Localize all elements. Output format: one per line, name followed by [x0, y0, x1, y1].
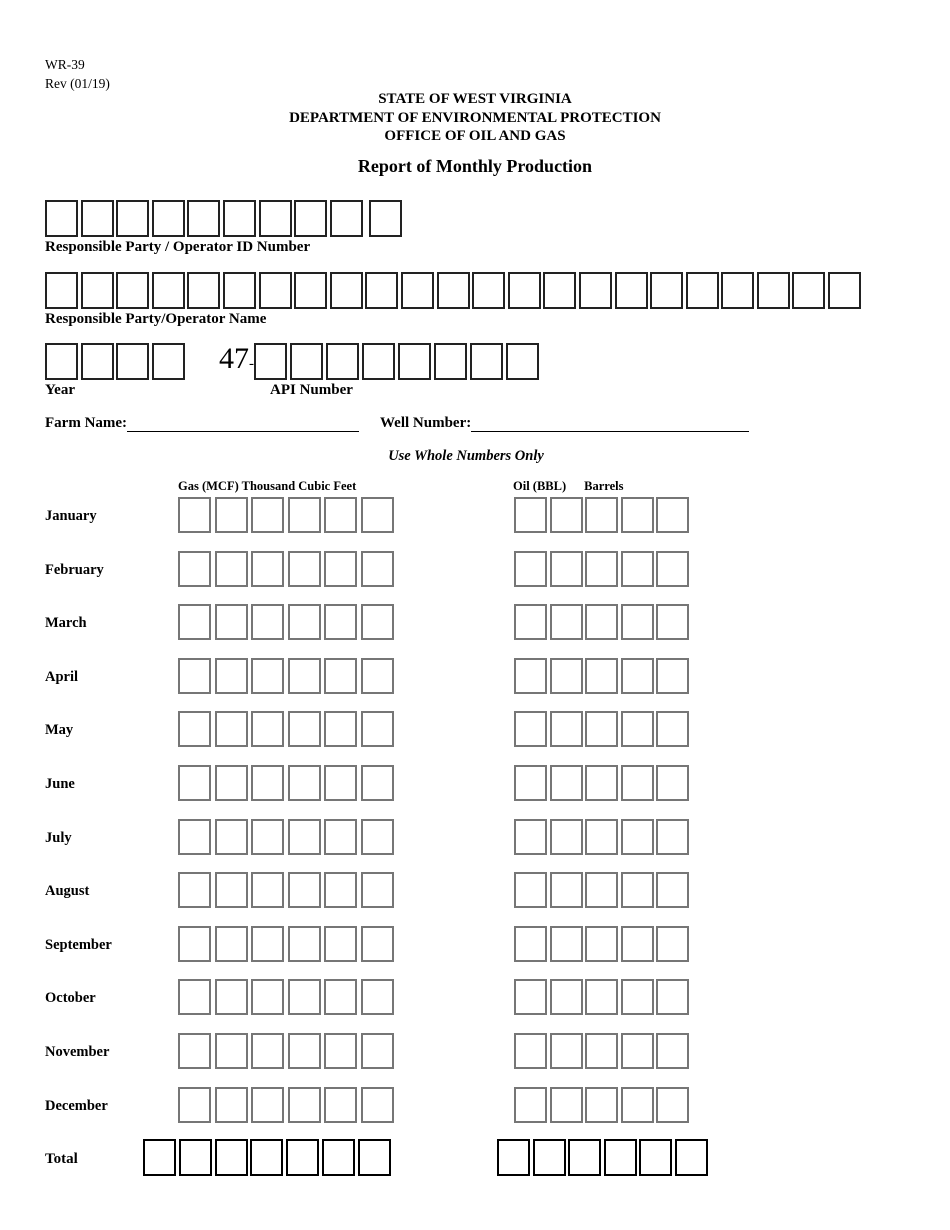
production-row-january — [0, 497, 950, 534]
month-label: February — [45, 562, 104, 578]
total-oil-box[interactable] — [639, 1139, 672, 1176]
gas-entry-box[interactable] — [215, 711, 248, 747]
operator-id-box[interactable] — [369, 200, 402, 237]
gas-entry-box[interactable] — [178, 604, 211, 640]
gas-entry-box[interactable] — [178, 551, 211, 587]
farm-name-label: Farm Name: — [45, 415, 128, 431]
oil-entry-boxes — [514, 658, 689, 694]
agency-line-office: OFFICE OF OIL AND GAS — [384, 128, 566, 144]
oil-entry-box[interactable] — [585, 1087, 618, 1123]
operator-name-box[interactable] — [330, 272, 363, 309]
gas-entry-box[interactable] — [178, 1087, 211, 1123]
operator-name-box[interactable] — [792, 272, 825, 309]
oil-entry-box[interactable] — [550, 765, 583, 801]
operator-name-box[interactable] — [294, 272, 327, 309]
month-label: June — [45, 776, 75, 792]
operator-id-box[interactable] — [187, 200, 220, 237]
oil-entry-box[interactable] — [585, 604, 618, 640]
oil-entry-box[interactable] — [550, 658, 583, 694]
oil-entry-box[interactable] — [550, 872, 583, 908]
operator-id-box[interactable] — [330, 200, 363, 237]
well-number-field — [380, 415, 749, 432]
month-label: September — [45, 937, 112, 953]
gas-column-header: Gas (MCF) Thousand Cubic Feet — [178, 479, 357, 493]
api-number-box[interactable] — [470, 343, 503, 380]
oil-entry-box[interactable] — [656, 765, 689, 801]
year-box[interactable] — [45, 343, 78, 380]
gas-entry-box[interactable] — [251, 872, 284, 908]
production-row-august — [0, 872, 950, 909]
gas-entry-box[interactable] — [215, 1033, 248, 1069]
gas-entry-box[interactable] — [251, 819, 284, 855]
production-row-october — [0, 979, 950, 1016]
gas-entry-box[interactable] — [288, 604, 321, 640]
oil-entry-box[interactable] — [550, 1033, 583, 1069]
gas-entry-box[interactable] — [251, 926, 284, 962]
oil-entry-box[interactable] — [656, 1033, 689, 1069]
oil-entry-box[interactable] — [550, 819, 583, 855]
oil-entry-box[interactable] — [585, 711, 618, 747]
oil-entry-box[interactable] — [585, 658, 618, 694]
gas-entry-box[interactable] — [324, 497, 357, 533]
gas-entry-box[interactable] — [361, 765, 394, 801]
oil-column-header-name: Barrels — [584, 479, 624, 493]
gas-entry-box[interactable] — [324, 819, 357, 855]
gas-entry-box[interactable] — [178, 497, 211, 533]
operator-name-box[interactable] — [365, 272, 398, 309]
api-number-box[interactable] — [254, 343, 287, 380]
gas-entry-box[interactable] — [361, 1033, 394, 1069]
gas-entry-box[interactable] — [215, 819, 248, 855]
gas-entry-box[interactable] — [215, 765, 248, 801]
gas-entry-box[interactable] — [178, 711, 211, 747]
gas-entry-box[interactable] — [215, 551, 248, 587]
operator-name-box[interactable] — [543, 272, 576, 309]
oil-entry-boxes — [514, 926, 689, 962]
api-prefix-digits: 47 — [219, 342, 249, 375]
gas-entry-box[interactable] — [215, 604, 248, 640]
form-number: WR-39 — [45, 57, 85, 72]
operator-name-box[interactable] — [187, 272, 220, 309]
gas-entry-boxes — [178, 819, 394, 855]
gas-entry-box[interactable] — [251, 979, 284, 1015]
gas-entry-box[interactable] — [251, 1033, 284, 1069]
gas-entry-box[interactable] — [361, 658, 394, 694]
oil-entry-box[interactable] — [585, 926, 618, 962]
total-oil-entry-boxes — [497, 1139, 708, 1176]
production-row-march — [0, 604, 950, 641]
operator-name-label: Responsible Party/Operator Name — [45, 311, 267, 327]
api-number-box[interactable] — [290, 343, 323, 380]
gas-entry-boxes — [178, 658, 394, 694]
operator-name-box[interactable] — [615, 272, 648, 309]
gas-entry-boxes — [178, 926, 394, 962]
form-revision: Rev (01/19) — [45, 76, 110, 91]
gas-entry-box[interactable] — [288, 1087, 321, 1123]
operator-id-box[interactable] — [116, 200, 149, 237]
oil-entry-box[interactable] — [514, 765, 547, 801]
gas-entry-box[interactable] — [288, 1033, 321, 1069]
gas-entry-box[interactable] — [178, 819, 211, 855]
oil-entry-box[interactable] — [656, 926, 689, 962]
gas-entry-box[interactable] — [324, 711, 357, 747]
total-gas-box[interactable] — [179, 1139, 212, 1176]
gas-entry-boxes — [178, 765, 394, 801]
year-box[interactable] — [116, 343, 149, 380]
farm-name-input[interactable] — [127, 416, 359, 432]
oil-entry-boxes — [514, 765, 689, 801]
oil-entry-boxes — [514, 1033, 689, 1069]
oil-entry-box[interactable] — [656, 819, 689, 855]
gas-entry-box[interactable] — [361, 604, 394, 640]
month-label: March — [45, 615, 87, 631]
gas-entry-box[interactable] — [178, 765, 211, 801]
oil-entry-box[interactable] — [656, 979, 689, 1015]
month-label: December — [45, 1098, 108, 1114]
oil-entry-box[interactable] — [585, 551, 618, 587]
gas-entry-box[interactable] — [251, 1087, 284, 1123]
total-gas-box[interactable] — [250, 1139, 283, 1176]
oil-entry-box[interactable] — [621, 765, 654, 801]
gas-entry-boxes — [178, 604, 394, 640]
gas-entry-boxes — [178, 551, 394, 587]
oil-entry-box[interactable] — [550, 604, 583, 640]
oil-entry-box[interactable] — [621, 658, 654, 694]
total-gas-box[interactable] — [322, 1139, 355, 1176]
oil-entry-box[interactable] — [514, 872, 547, 908]
operator-id-label: Responsible Party / Operator ID Number — [45, 239, 311, 255]
total-gas-entry-boxes — [143, 1139, 391, 1176]
production-row-total — [0, 1139, 950, 1176]
oil-entry-box[interactable] — [656, 658, 689, 694]
production-row-july — [0, 819, 950, 856]
gas-entry-box[interactable] — [324, 872, 357, 908]
gas-entry-box[interactable] — [215, 872, 248, 908]
total-oil-box[interactable] — [497, 1139, 530, 1176]
api-number-boxes — [254, 343, 539, 380]
api-prefix-hyphen: - — [249, 356, 254, 372]
oil-entry-boxes — [514, 819, 689, 855]
oil-entry-box[interactable] — [514, 819, 547, 855]
oil-entry-boxes — [514, 604, 689, 640]
oil-entry-box[interactable] — [550, 1087, 583, 1123]
gas-entry-box[interactable] — [288, 765, 321, 801]
production-row-december — [0, 1087, 950, 1124]
oil-entry-box[interactable] — [621, 979, 654, 1015]
operator-id-boxes — [45, 200, 402, 237]
year-label: Year — [45, 382, 75, 398]
gas-entry-box[interactable] — [288, 926, 321, 962]
oil-entry-box[interactable] — [621, 497, 654, 533]
gas-entry-box[interactable] — [361, 551, 394, 587]
gas-entry-box[interactable] — [361, 711, 394, 747]
oil-entry-box[interactable] — [585, 1033, 618, 1069]
total-gas-box[interactable] — [215, 1139, 248, 1176]
operator-name-box[interactable] — [116, 272, 149, 309]
oil-entry-box[interactable] — [585, 765, 618, 801]
gas-entry-box[interactable] — [324, 765, 357, 801]
oil-entry-box[interactable] — [585, 497, 618, 533]
oil-entry-box[interactable] — [514, 1087, 547, 1123]
total-label: Total — [45, 1151, 78, 1167]
oil-entry-box[interactable] — [656, 497, 689, 533]
oil-entry-boxes — [514, 1087, 689, 1123]
gas-entry-box[interactable] — [251, 497, 284, 533]
gas-entry-box[interactable] — [251, 765, 284, 801]
gas-entry-box[interactable] — [288, 658, 321, 694]
oil-entry-box[interactable] — [550, 979, 583, 1015]
production-row-february — [0, 551, 950, 588]
operator-name-box[interactable] — [223, 272, 256, 309]
oil-entry-boxes — [514, 497, 689, 533]
gas-entry-box[interactable] — [288, 819, 321, 855]
total-oil-box[interactable] — [675, 1139, 708, 1176]
oil-entry-box[interactable] — [514, 658, 547, 694]
total-gas-box[interactable] — [358, 1139, 391, 1176]
total-oil-box[interactable] — [533, 1139, 566, 1176]
month-label: January — [45, 508, 97, 524]
well-number-input[interactable] — [471, 416, 749, 432]
oil-entry-box[interactable] — [656, 604, 689, 640]
month-label: October — [45, 990, 96, 1006]
total-oil-box[interactable] — [604, 1139, 637, 1176]
oil-entry-boxes — [514, 711, 689, 747]
form-identifier — [45, 55, 110, 93]
gas-entry-box[interactable] — [361, 979, 394, 1015]
instruction-note: Use Whole Numbers Only — [388, 448, 544, 464]
production-row-september — [0, 926, 950, 963]
gas-entry-box[interactable] — [178, 979, 211, 1015]
operator-id-box[interactable] — [223, 200, 256, 237]
farm-name-field — [45, 415, 359, 432]
gas-entry-box[interactable] — [251, 711, 284, 747]
gas-entry-box[interactable] — [178, 872, 211, 908]
gas-entry-boxes — [178, 979, 394, 1015]
operator-name-boxes — [45, 272, 861, 309]
production-row-june — [0, 765, 950, 802]
oil-entry-box[interactable] — [514, 979, 547, 1015]
gas-entry-box[interactable] — [324, 1087, 357, 1123]
month-label: November — [45, 1044, 110, 1060]
total-gas-box[interactable] — [143, 1139, 176, 1176]
operator-name-box[interactable] — [152, 272, 185, 309]
operator-name-box[interactable] — [45, 272, 78, 309]
production-row-april — [0, 658, 950, 695]
gas-entry-box[interactable] — [361, 1087, 394, 1123]
oil-entry-box[interactable] — [514, 497, 547, 533]
form-title: Report of Monthly Production — [357, 156, 593, 176]
gas-entry-boxes — [178, 711, 394, 747]
oil-entry-boxes — [514, 872, 689, 908]
gas-entry-box[interactable] — [324, 1033, 357, 1069]
total-gas-box[interactable] — [286, 1139, 319, 1176]
oil-entry-box[interactable] — [514, 711, 547, 747]
operator-name-box[interactable] — [650, 272, 683, 309]
gas-entry-box[interactable] — [215, 497, 248, 533]
operator-id-box[interactable] — [259, 200, 292, 237]
agency-line-state: STATE OF WEST VIRGINIA — [378, 91, 572, 107]
oil-entry-box[interactable] — [550, 926, 583, 962]
operator-id-box[interactable] — [45, 200, 78, 237]
gas-entry-box[interactable] — [251, 658, 284, 694]
operator-name-box[interactable] — [81, 272, 114, 309]
year-box[interactable] — [81, 343, 114, 380]
operator-name-box[interactable] — [828, 272, 861, 309]
oil-entry-box[interactable] — [621, 551, 654, 587]
gas-entry-box[interactable] — [288, 711, 321, 747]
year-box[interactable] — [152, 343, 185, 380]
api-number-label: API Number — [270, 382, 353, 398]
operator-name-box[interactable] — [401, 272, 434, 309]
api-number-box[interactable] — [362, 343, 395, 380]
api-state-prefix — [219, 342, 254, 376]
operator-name-box[interactable] — [508, 272, 541, 309]
oil-entry-box[interactable] — [514, 604, 547, 640]
gas-entry-box[interactable] — [324, 551, 357, 587]
oil-column-header — [513, 479, 623, 494]
production-row-november — [0, 1033, 950, 1070]
operator-id-box[interactable] — [152, 200, 185, 237]
oil-entry-box[interactable] — [621, 1033, 654, 1069]
year-boxes — [45, 343, 185, 380]
gas-entry-boxes — [178, 1087, 394, 1123]
oil-entry-box[interactable] — [621, 604, 654, 640]
api-number-box[interactable] — [398, 343, 431, 380]
oil-entry-box[interactable] — [550, 551, 583, 587]
agency-header — [0, 90, 950, 146]
oil-column-header-unit: Oil (BBL) — [513, 479, 567, 493]
oil-entry-box[interactable] — [550, 497, 583, 533]
gas-entry-box[interactable] — [251, 551, 284, 587]
operator-name-box[interactable] — [579, 272, 612, 309]
oil-entry-box[interactable] — [585, 872, 618, 908]
gas-entry-box[interactable] — [324, 658, 357, 694]
gas-entry-boxes — [178, 497, 394, 533]
gas-entry-box[interactable] — [215, 1087, 248, 1123]
oil-entry-box[interactable] — [621, 711, 654, 747]
oil-entry-box[interactable] — [656, 872, 689, 908]
operator-name-box[interactable] — [259, 272, 292, 309]
gas-entry-box[interactable] — [288, 497, 321, 533]
oil-entry-boxes — [514, 551, 689, 587]
gas-entry-box[interactable] — [361, 497, 394, 533]
gas-entry-box[interactable] — [178, 926, 211, 962]
production-row-may — [0, 711, 950, 748]
oil-entry-box[interactable] — [550, 711, 583, 747]
gas-entry-box[interactable] — [215, 658, 248, 694]
gas-entry-box[interactable] — [324, 979, 357, 1015]
api-number-box[interactable] — [326, 343, 359, 380]
gas-entry-box[interactable] — [361, 819, 394, 855]
gas-entry-box[interactable] — [215, 979, 248, 1015]
month-label: July — [45, 830, 72, 846]
gas-entry-box[interactable] — [361, 872, 394, 908]
gas-entry-box[interactable] — [324, 926, 357, 962]
oil-entry-box[interactable] — [621, 926, 654, 962]
operator-name-box[interactable] — [686, 272, 719, 309]
gas-entry-box[interactable] — [215, 926, 248, 962]
month-label: May — [45, 722, 74, 738]
gas-entry-box[interactable] — [178, 658, 211, 694]
gas-entry-box[interactable] — [361, 926, 394, 962]
gas-entry-box[interactable] — [251, 604, 284, 640]
oil-entry-box[interactable] — [656, 1087, 689, 1123]
operator-id-box[interactable] — [81, 200, 114, 237]
operator-name-box[interactable] — [472, 272, 505, 309]
oil-entry-box[interactable] — [656, 711, 689, 747]
oil-entry-box[interactable] — [585, 819, 618, 855]
operator-name-box[interactable] — [757, 272, 790, 309]
month-label: April — [45, 669, 79, 685]
gas-entry-box[interactable] — [178, 1033, 211, 1069]
oil-entry-box[interactable] — [621, 819, 654, 855]
total-oil-box[interactable] — [568, 1139, 601, 1176]
oil-entry-box[interactable] — [656, 551, 689, 587]
agency-line-department: DEPARTMENT OF ENVIRONMENTAL PROTECTION — [289, 109, 661, 126]
oil-entry-box[interactable] — [585, 979, 618, 1015]
gas-entry-box[interactable] — [288, 872, 321, 908]
oil-entry-box[interactable] — [621, 1087, 654, 1123]
operator-id-box[interactable] — [294, 200, 327, 237]
oil-entry-box[interactable] — [514, 926, 547, 962]
operator-name-box[interactable] — [437, 272, 470, 309]
gas-entry-boxes — [178, 1033, 394, 1069]
oil-entry-box[interactable] — [621, 872, 654, 908]
api-number-box[interactable] — [506, 343, 539, 380]
api-number-box[interactable] — [434, 343, 467, 380]
gas-entry-box[interactable] — [288, 551, 321, 587]
gas-entry-boxes — [178, 872, 394, 908]
operator-name-box[interactable] — [721, 272, 754, 309]
oil-entry-box[interactable] — [514, 551, 547, 587]
oil-entry-boxes — [514, 979, 689, 1015]
gas-entry-box[interactable] — [288, 979, 321, 1015]
oil-entry-box[interactable] — [514, 1033, 547, 1069]
gas-entry-box[interactable] — [324, 604, 357, 640]
well-number-label: Well Number: — [380, 415, 472, 431]
month-label: August — [45, 883, 90, 899]
